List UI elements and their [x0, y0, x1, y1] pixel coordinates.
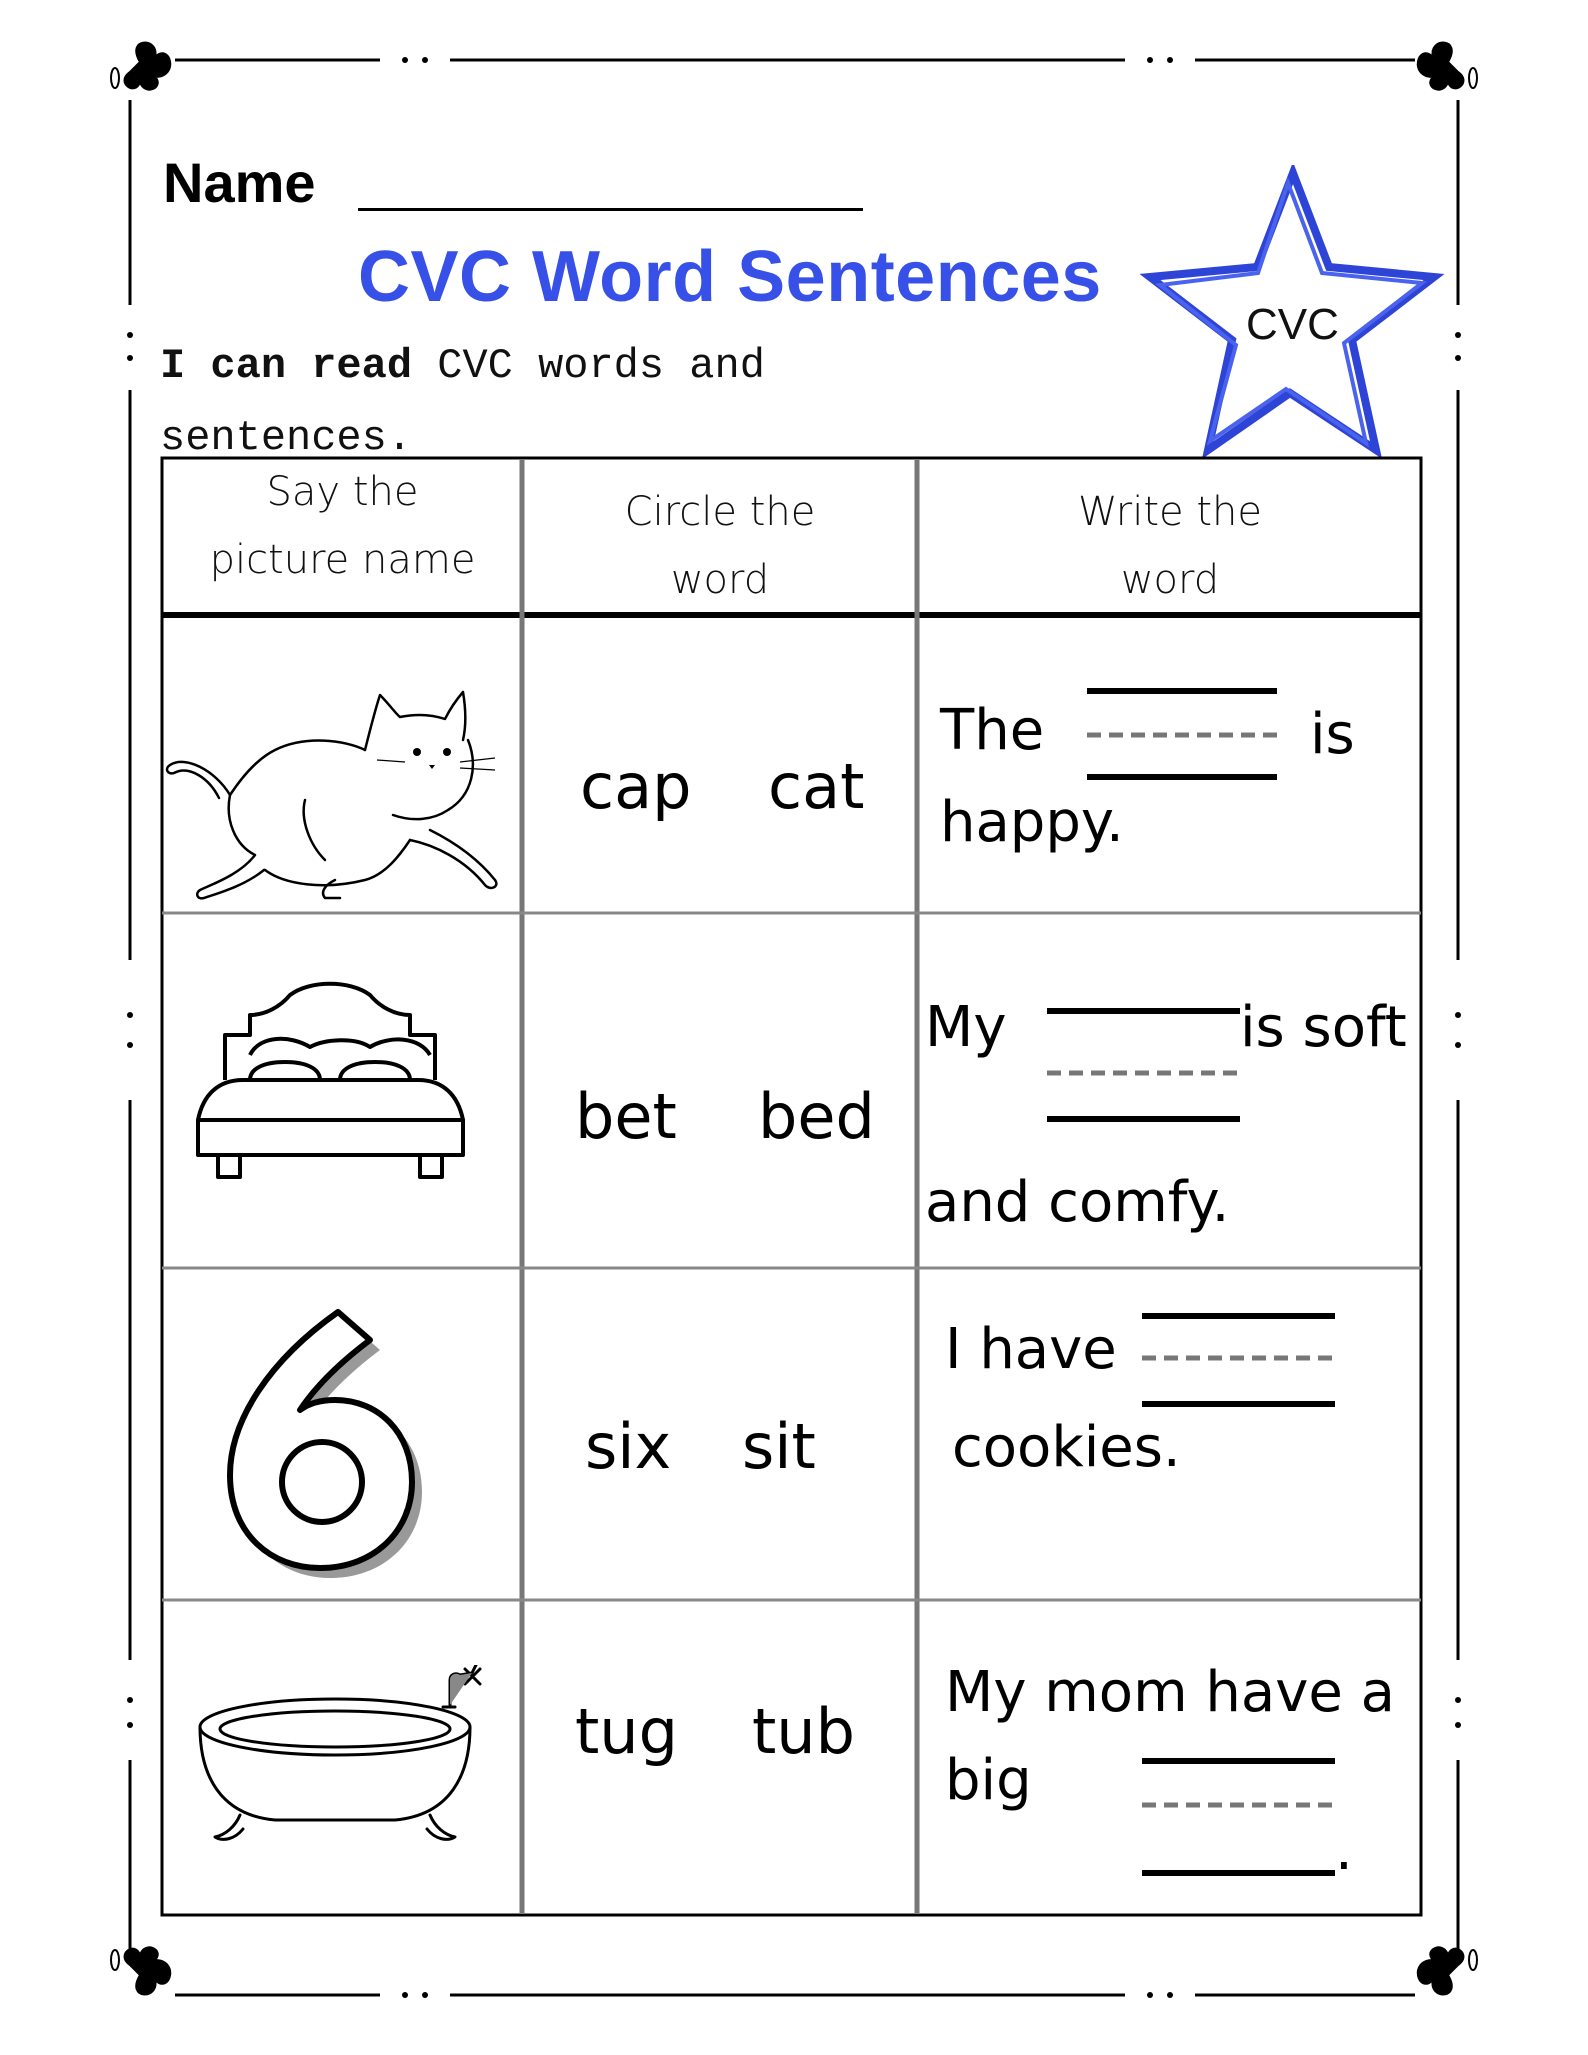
header-line: word	[670, 557, 770, 603]
sentence-text: cookies.	[952, 1415, 1181, 1480]
word-choice[interactable]: tub	[752, 1695, 855, 1768]
objective-bold-text: I can read	[160, 342, 413, 390]
worksheet-title: CVC Word Sentences	[358, 237, 1102, 317]
word-choice[interactable]: cat	[768, 750, 865, 823]
name-label: Name	[163, 151, 316, 214]
sentence-text: My mom have a	[945, 1660, 1395, 1725]
handwriting-lines[interactable]	[1045, 1005, 1245, 1125]
handwriting-lines[interactable]	[1085, 685, 1280, 780]
header-line: Write the	[1078, 489, 1262, 535]
header-line: word	[1120, 557, 1220, 603]
header-line: Circle the	[624, 489, 816, 535]
sentence-text: and comfy.	[925, 1170, 1230, 1235]
objective-text: CVC words and	[412, 342, 765, 390]
word-choice[interactable]: cap	[580, 750, 692, 823]
header-say-picture	[165, 458, 520, 594]
bed-picture	[190, 975, 470, 1185]
sentence-text: My	[925, 995, 1007, 1060]
header-circle-word	[525, 478, 915, 614]
sentence-text: The	[940, 698, 1045, 763]
cat-picture	[165, 680, 515, 900]
word-choice[interactable]: tug	[575, 1695, 678, 1768]
word-choice[interactable]: bet	[575, 1080, 677, 1153]
header-line: picture name	[209, 537, 476, 583]
bathtub-picture	[195, 1665, 495, 1850]
header-write-word	[920, 478, 1420, 614]
word-choice[interactable]: sit	[742, 1410, 816, 1483]
handwriting-lines[interactable]	[1140, 1755, 1340, 1880]
header-line: Say the	[266, 469, 419, 515]
word-choice[interactable]: bed	[758, 1080, 875, 1153]
cvc-badge: CVC	[1246, 300, 1339, 349]
sentence-text: big	[945, 1748, 1032, 1813]
sentence-text: .	[1335, 1818, 1353, 1883]
word-choice[interactable]: six	[585, 1410, 672, 1483]
objective-text-2: sentences.	[160, 414, 413, 462]
handwriting-lines[interactable]	[1140, 1310, 1340, 1410]
number-six-picture	[210, 1290, 430, 1580]
sentence-text: I have	[945, 1317, 1117, 1382]
sentence-text: is	[1310, 702, 1355, 767]
sentence-text: is soft	[1240, 995, 1407, 1060]
sentence-text: happy.	[940, 790, 1124, 855]
